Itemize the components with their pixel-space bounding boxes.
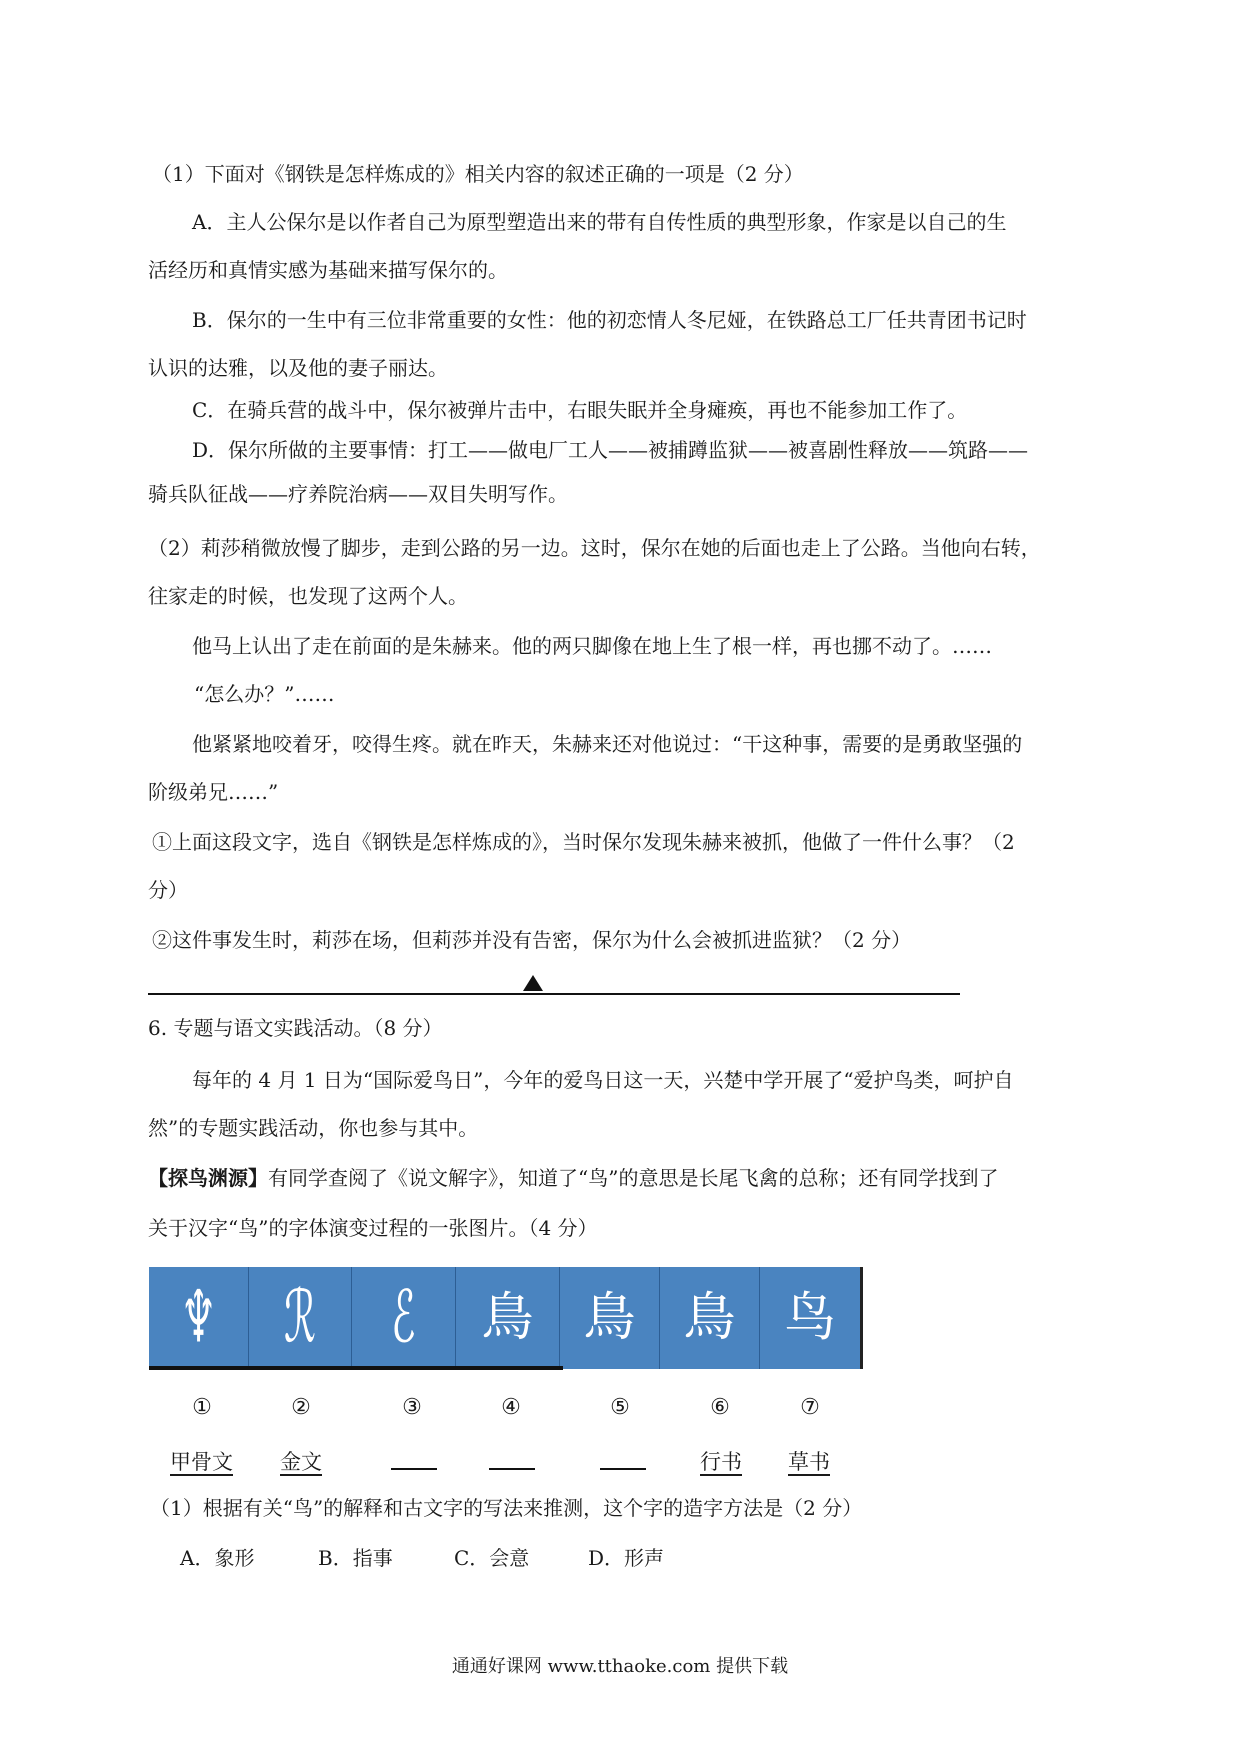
section-tag: 【探鸟渊源】 — [148, 1166, 268, 1190]
regular-glyph: 鳥 — [583, 1288, 636, 1348]
q5-option-d-line1: D．保尔所做的主要事情：打工——做电厂工人——被捕蹲监狱——被喜剧性释放——筑路—— — [192, 438, 1029, 462]
q5-part2-line6: 阶级弟兄……” — [148, 780, 279, 804]
trace-text: 有同学查阅了《说文解字》，知道了“鸟”的意思是长尾飞禽的总称；还有同学找到了 — [268, 1166, 999, 1190]
glyph-cell-5 — [560, 1267, 660, 1369]
answer-line — [148, 993, 960, 995]
page-footer: 通通好课网 www.tthaoke.com 提供下载 — [451, 1656, 789, 1677]
clerical-glyph: 鳥 — [481, 1288, 534, 1348]
label-running: 行书 — [700, 1450, 742, 1474]
q5-option-b-line2: 认识的达雅，以及他的妻子丽达。 — [148, 356, 448, 380]
q5-sub2: ②这件事发生时，莉莎在场，但莉莎并没有告密，保尔为什么会被抓进监狱？（2 分） — [152, 928, 912, 952]
character-evolution-image — [149, 1267, 863, 1369]
q6-intro-line1: 每年的 4 月 1 日为“国际爱鸟日”，今年的爱鸟日这一天，兴楚中学开展了“爱护鸟类，呵护自 — [192, 1068, 1014, 1092]
cursive-glyph: 鸟 — [783, 1288, 836, 1348]
glyph-number-2: ② — [291, 1395, 311, 1420]
blank-5[interactable] — [600, 1468, 646, 1470]
q6-trace-line1 — [148, 1164, 998, 1192]
q6-choice-d: D．形声 — [588, 1546, 665, 1570]
glyph-number-1: ① — [192, 1395, 212, 1420]
q5-option-d-line2: 骑兵队征战——疗养院治病——双目失明写作。 — [148, 482, 568, 506]
running-glyph: 鳥 — [683, 1288, 736, 1348]
glyph-number-3: ③ — [402, 1395, 422, 1420]
q5-option-a-line1: A．主人公保尔是以作者自己为原型塑造出来的带有自传性质的典型形象，作家是以自己的生 — [192, 210, 1007, 234]
label-oracle-bone: 甲骨文 — [170, 1450, 233, 1474]
q5-part1-stem: （1）下面对《钢铁是怎样炼成的》相关内容的叙述正确的一项是（2 分） — [152, 162, 804, 186]
glyph-cell-6 — [660, 1267, 760, 1369]
q5-part2-line2: 往家走的时候，也发现了这两个人。 — [148, 584, 468, 608]
q6-choice-b: B．指事 — [318, 1546, 393, 1570]
glyph-cell-1 — [149, 1267, 249, 1369]
glyph-cell-2 — [249, 1267, 352, 1369]
q6-sub1-stem: （1）根据有关“鸟”的解释和古文字的写法来推测，这个字的造字方法是（2 分） — [150, 1496, 863, 1520]
glyph-cell-3 — [352, 1267, 456, 1369]
q6-choice-c: C．会意 — [454, 1546, 530, 1570]
label-bronze: 金文 — [280, 1450, 322, 1474]
seal-glyph: ℰ — [391, 1276, 416, 1360]
oracle-bone-glyph: ♆ — [180, 1276, 217, 1360]
q6-trace-line2: 关于汉字“鸟”的字体演变过程的一张图片。（4 分） — [148, 1216, 598, 1240]
q6-heading: 6. 专题与语文实践活动。（8 分） — [148, 1016, 443, 1040]
q5-sub1-line2: 分） — [148, 878, 188, 902]
q6-choice-a: A．象形 — [180, 1546, 255, 1570]
q5-option-a-line2: 活经历和真情实感为基础来描写保尔的。 — [148, 258, 508, 282]
glyph-number-4: ④ — [501, 1395, 521, 1420]
blank-4[interactable] — [489, 1468, 535, 1470]
glyph-number-6: ⑥ — [710, 1395, 730, 1420]
q5-part2-line4: “怎么办？”…… — [194, 682, 335, 706]
glyph-cell-4 — [456, 1267, 560, 1369]
label-cursive: 草书 — [788, 1450, 830, 1474]
q5-part2-line5: 他紧紧地咬着牙，咬得生疼。就在昨天，朱赫来还对他说过：“干这种事，需要的是勇敢坚强的 — [192, 732, 1023, 756]
glyph-cell-7 — [760, 1267, 863, 1369]
q5-option-b-line1: B．保尔的一生中有三位非常重要的女性：他的初恋情人冬尼娅，在铁路总工厂任共青团书记时 — [192, 308, 1027, 332]
q6-intro-line2: 然”的专题实践活动，你也参与其中。 — [148, 1116, 479, 1140]
image-strip-underline — [149, 1366, 563, 1370]
q5-option-c: C．在骑兵营的战斗中，保尔被弹片击中，右眼失眠并全身瘫痪，再也不能参加工作了。 — [192, 398, 968, 422]
glyph-number-7: ⑦ — [800, 1395, 820, 1420]
glyph-number-5: ⑤ — [610, 1395, 630, 1420]
q5-sub1-line1: ①上面这段文字，选自《钢铁是怎样炼成的》，当时保尔发现朱赫来被抓，他做了一件什么事？（2 — [152, 830, 1015, 854]
q5-part2-line3: 他马上认出了走在前面的是朱赫来。他的两只脚像在地上生了根一样，再也挪不动了。…… — [192, 634, 992, 658]
answer-marker-triangle — [523, 975, 543, 991]
bronze-glyph: ℛ — [284, 1276, 316, 1360]
q5-part2-line1: （2）莉莎稍微放慢了脚步，走到公路的另一边。这时，保尔在她的后面也走上了公路。当他向右转， — [148, 536, 1041, 560]
blank-3[interactable] — [391, 1468, 437, 1470]
